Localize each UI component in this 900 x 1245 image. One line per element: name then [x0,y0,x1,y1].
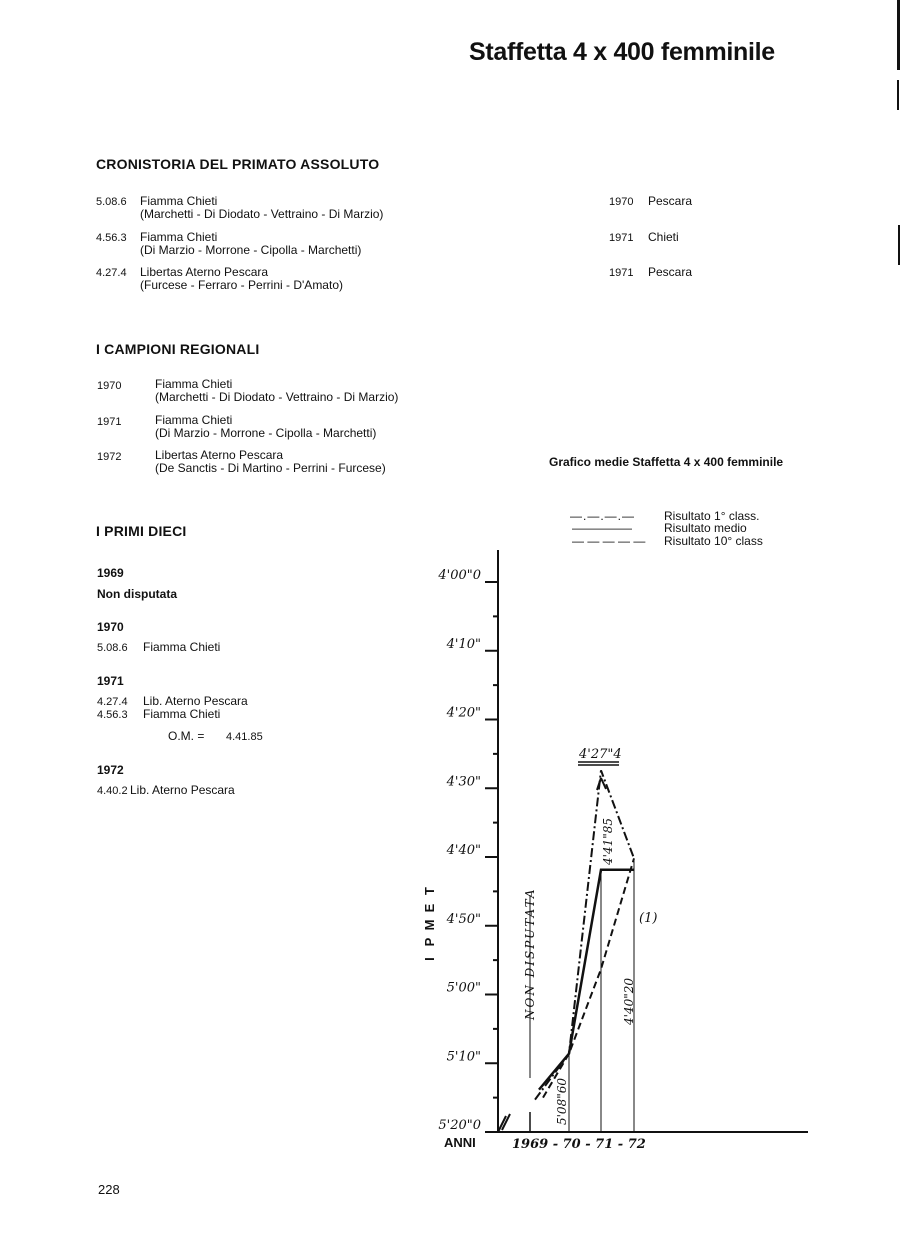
record-year: 1971 [609,232,634,244]
top-time: 5.08.6 [97,642,128,654]
year-heading: 1972 [97,763,124,777]
y-axis-title-letter: I [422,957,437,961]
record-athletes: (Marchetti - Di Diodato - Vettraino - Di Marzio) [140,207,384,221]
page-number: 228 [98,1182,120,1197]
year-note: Non disputata [97,587,177,601]
champion-club: Libertas Aterno Pescara [155,448,284,462]
champion-year: 1970 [97,380,122,392]
record-club: Fiamma Chieti [140,230,218,244]
top-time: 4.40.2 [97,785,128,797]
champion-year: 1971 [97,416,122,428]
top-time: 4.56.3 [97,709,128,721]
champion-athletes: (Di Marzio - Morrone - Cipolla - Marchetti) [155,426,377,440]
series-line-dashdot [535,770,634,1099]
average-value-label: 4'41"85 [601,818,615,865]
champion-club: Fiamma Chieti [155,413,233,427]
y-axis-title-letter: P [422,937,437,947]
top-ten-heading: I PRIMI DIECI [96,523,187,539]
legend-sample-medio: ————— [572,521,632,535]
y-axis-title-letter: T [422,887,437,895]
legend-sample-first: —.—.—.— [570,509,636,523]
chart-axes [485,550,808,1132]
legend-label-medio: Risultato medio [664,521,747,535]
top-club: Lib. Aterno Pescara [143,694,248,708]
x-axis-title: ANNI [444,1135,476,1150]
record-athletes: (Di Marzio - Morrone - Cipolla - Marchetti) [140,243,362,257]
om-value: 4.41.85 [226,731,263,743]
year-heading: 1971 [97,674,124,688]
om-label: O.M. = [168,729,205,743]
chart-heading: Grafico medie Staffetta 4 x 400 femminile [549,455,784,469]
champion-athletes: (De Sanctis - Di Martino - Perrini - Furcese) [155,461,386,475]
y-tick-label: 4'50" [446,911,481,927]
top-club: Fiamma Chieti [143,640,221,654]
start-value-label: 5'08"60 [555,1078,569,1125]
chart-text [422,568,657,1152]
y-tick-label: 5'10" [446,1049,481,1065]
record-history-heading: CRONISTORIA DEL PRIMATO ASSOLUTO [96,156,380,172]
record-club: Libertas Aterno Pescara [140,265,269,279]
champion-club: Fiamma Chieti [155,377,233,391]
y-tick-label: 4'00"0 [438,568,481,583]
top-club: Lib. Aterno Pescara [130,783,235,797]
top-club: Fiamma Chieti [143,707,221,721]
top-time: 4.27.4 [97,696,128,708]
y-tick-label: 5'00" [446,980,481,996]
record-place: Pescara [648,194,693,208]
year-heading: 1970 [97,620,124,634]
y-tick-label: 4'10" [446,636,481,652]
record-time: 4.27.4 [96,267,127,279]
record-time: 5.08.6 [96,196,127,208]
non-disputata-label: NON DISPUTATA [523,887,537,1020]
x-tick-labels: 1969 - 70 - 71 - 72 [512,1137,646,1152]
peak-label: 4'27"4 [579,747,622,762]
record-year: 1970 [609,196,634,208]
page-title: Staffetta 4 x 400 femminile [469,38,775,66]
record-club: Fiamma Chieti [140,194,218,208]
record-year: 1971 [609,267,634,279]
champion-athletes: (Marchetti - Di Diodato - Vettraino - Di Marzio) [155,390,399,404]
record-athletes: (Furcese - Ferraro - Perrini - D'Amato) [140,278,343,292]
record-place: Chieti [648,230,679,244]
y-axis-title-letter: M [422,919,437,931]
legend-sample-tenth: — — — — — [572,534,646,548]
y-tick-label: 4'40" [446,843,481,858]
series-line-dashed [543,858,634,1097]
tenth-value-label: 4'40"20 [622,978,636,1025]
record-time: 4.56.3 [96,232,127,244]
y-tick-label: 4'20" [446,705,481,721]
year-heading: 1969 [97,566,124,580]
legend-label-first: Risultato 1° class. [664,509,760,523]
champion-year: 1972 [97,451,122,463]
footnote-marker: (1) [639,911,658,926]
legend-label-tenth: Risultato 10° class [664,534,763,548]
y-axis-title-letter: E [422,903,437,913]
record-place: Pescara [648,265,693,279]
regional-champions-heading: I CAMPIONI REGIONALI [96,341,260,357]
chart-series [535,770,634,1099]
y-tick-label: 4'30" [446,774,481,790]
y-tick-label: 5'20"0 [438,1118,481,1133]
